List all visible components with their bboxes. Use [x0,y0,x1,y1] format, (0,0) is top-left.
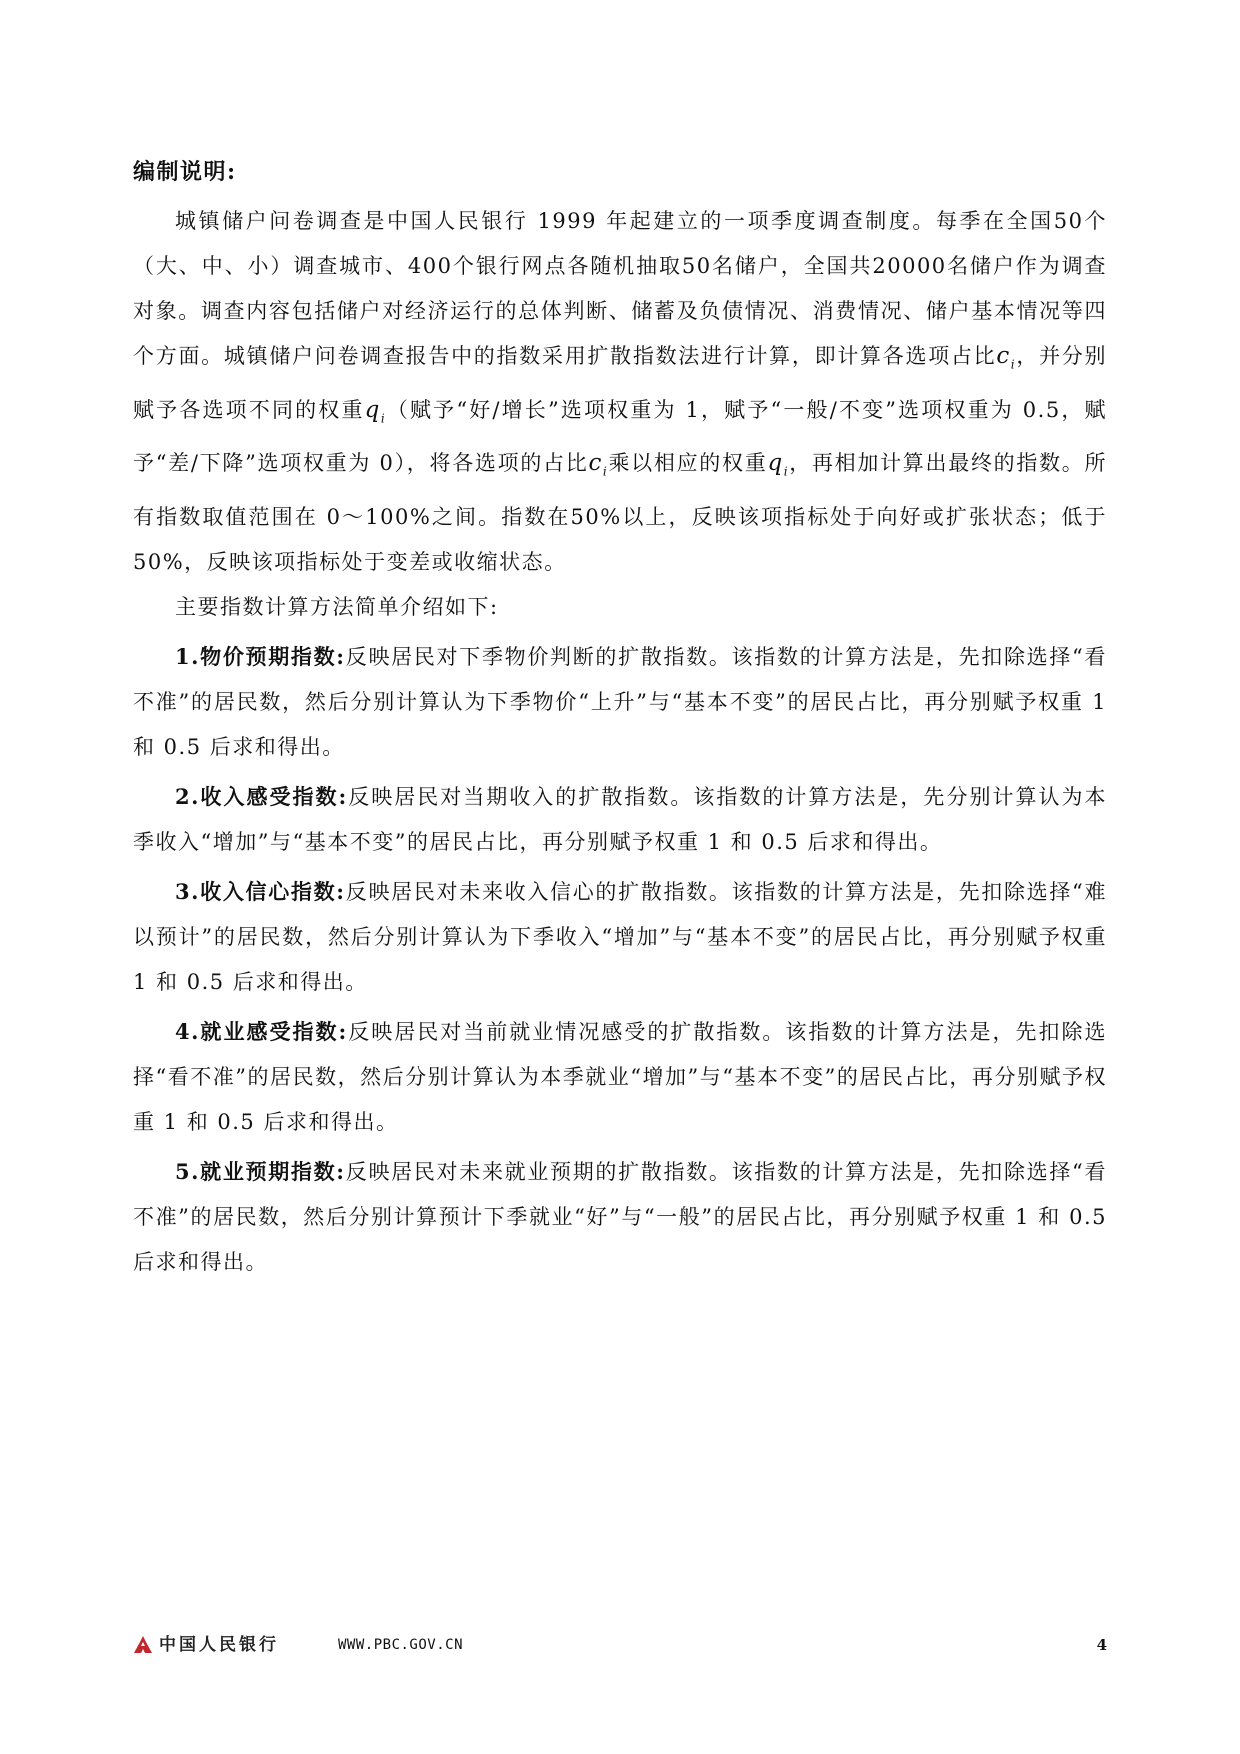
method-item-3 [133,869,1107,1005]
intro-text-d: 乘以相应的权重 [608,451,768,476]
section-heading: 编制说明: [133,159,237,185]
method-item-5 [133,1149,1107,1285]
method-title: 1.物价预期指数: [175,643,346,669]
intro-text-b: ，并分别赋予各选项不同的权重 [133,344,1108,422]
method-title: 5.就业预期指数: [175,1158,346,1184]
intro-text-c: （赋予“好/增长”选项权重为 1，赋予“一般/不变”选项权重为 0.5，赋予“差/下降”选项权重为 0），将各选项的占比 [133,397,1108,476]
var-q-i-2: $q_i$ [767,450,790,479]
method-item-2 [133,774,1107,865]
pbc-logo-icon [133,1635,153,1655]
methods-intro: 主要指数计算方法简单介绍如下: [175,594,499,619]
intro-paragraph [133,199,1107,585]
method-item-1 [133,634,1107,770]
intro-text-e: ，再相加计算出最终的指数。所有指数取值范围在 0～100%之间。指数在50%以上，反映该项指标处于向好或扩张状态；低于 50%，反映该项指标处于变差或收缩状态。 [133,451,1108,574]
pbc-logo [133,1632,279,1658]
page-number: 4 [1096,1636,1107,1654]
method-text: 反映居民对未来收入信心的扩散指数。该指数的计算方法是，先扣除选择“难以预计”的居民数，然后分别计算认为下季收入“增加”与“基本不变”的居民占比，再分别赋予权重 1 和 0.5 后求和得出。 [133,879,1107,994]
intro-text-a: 城镇储户问卷调查是中国人民银行 1999 年起建立的一项季度调查制度。每季在全国50个（大、中、小）调查城市、400个银行网点各随机抽取50名储户，全国共20000名储户作为调查对象。调查内容包括储户对经济运行的总体判断、储蓄及负债情况、消费情况、储户基本情况等四个方面。城镇储户问卷调查报告中的指数采用扩散指数法进行计算，即计算各选项占比 [133,209,1107,368]
document-body [133,150,1107,1285]
method-text: 反映居民对当前就业情况感受的扩散指数。该指数的计算方法是，先扣除选择“看不准”的居民数，然后分别计算认为本季就业“增加”与“基本不变”的居民占比，再分别赋予权重 1 和 0.5 后求和得出。 [133,1019,1107,1134]
var-c-i-2: $c_i$ [588,450,609,479]
method-title: 4.就业感受指数: [175,1018,348,1044]
page-footer [133,1632,1107,1658]
site-url[interactable]: WWW.PBC.GOV.CN [338,1637,464,1653]
method-text: 反映居民对未来就业预期的扩散指数。该指数的计算方法是，先扣除选择“看不准”的居民数，然后分别计算预计下季就业“好”与“一般”的居民占比，再分别赋予权重 1 和 0.5 后求和得出。 [133,1159,1107,1274]
var-q-i: $q_i$ [364,396,387,426]
method-title: 3.收入信心指数: [175,878,346,904]
logo-text: 中国人民银行 [159,1635,279,1655]
method-text: 反映居民对下季物价判断的扩散指数。该指数的计算方法是，先扣除选择“看不准”的居民数，然后分别计算认为下季物价“上升”与“基本不变”的居民占比，再分别赋予权重 1 和 0.5 后求和得出。 [133,644,1107,759]
var-c-i: $c_i$ [996,343,1017,372]
method-title: 2.收入感受指数: [175,783,348,809]
method-text: 反映居民对当期收入的扩散指数。该指数的计算方法是，先分别计算认为本季收入“增加”与“基本不变”的居民占比，再分别赋予权重 1 和 0.5 后求和得出。 [133,784,1107,854]
method-item-4 [133,1009,1107,1145]
